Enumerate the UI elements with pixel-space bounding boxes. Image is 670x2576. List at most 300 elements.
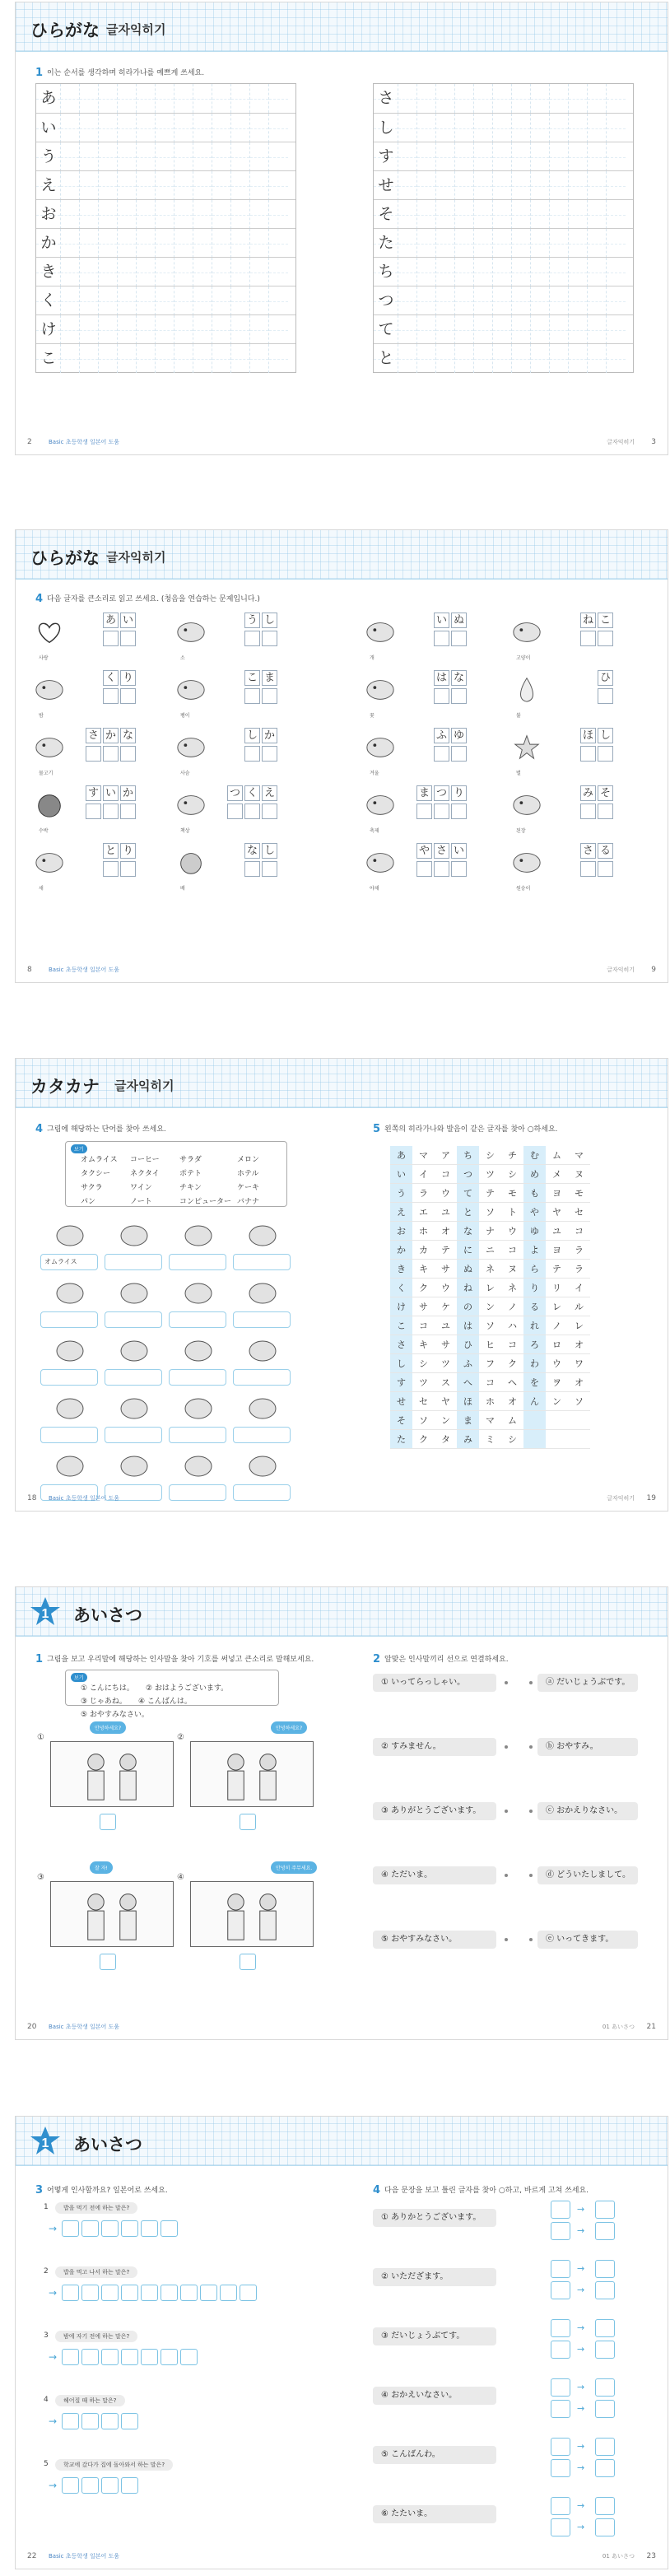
practice-cell[interactable] bbox=[231, 171, 250, 200]
connect-dot[interactable] bbox=[529, 1938, 533, 1941]
corrected-char-box[interactable] bbox=[595, 2378, 615, 2397]
connect-dot[interactable] bbox=[529, 1681, 533, 1684]
katakana-option[interactable]: シ bbox=[412, 1354, 435, 1373]
katakana-option[interactable]: レ bbox=[479, 1279, 501, 1297]
answer-box[interactable] bbox=[434, 688, 449, 704]
answer-box[interactable] bbox=[105, 1427, 162, 1443]
wrong-char-box[interactable] bbox=[551, 2341, 570, 2359]
answer-box[interactable] bbox=[141, 2285, 158, 2301]
practice-cell[interactable] bbox=[417, 171, 436, 200]
practice-cell[interactable] bbox=[607, 286, 626, 315]
practice-cell[interactable] bbox=[118, 171, 137, 200]
practice-cell[interactable] bbox=[569, 344, 588, 373]
katakana-option[interactable]: ホ bbox=[412, 1222, 435, 1241]
practice-cell[interactable] bbox=[137, 286, 156, 315]
katakana-option[interactable]: コ bbox=[479, 1373, 501, 1392]
practice-cell[interactable] bbox=[156, 200, 174, 229]
katakana-option[interactable]: ヘ bbox=[501, 1373, 523, 1392]
practice-cell[interactable] bbox=[569, 142, 588, 171]
wrong-char-box[interactable] bbox=[551, 2459, 570, 2477]
answer-box[interactable] bbox=[105, 1369, 162, 1386]
practice-cell[interactable] bbox=[417, 229, 436, 258]
corrected-char-box[interactable] bbox=[595, 2260, 615, 2278]
practice-cell[interactable] bbox=[512, 114, 531, 142]
practice-cell[interactable] bbox=[569, 84, 588, 113]
katakana-option[interactable]: サ bbox=[435, 1335, 457, 1354]
katakana-option[interactable]: ソ bbox=[412, 1411, 435, 1430]
answer-box[interactable] bbox=[62, 2477, 79, 2494]
practice-cell[interactable] bbox=[550, 84, 569, 113]
practice-cell[interactable] bbox=[588, 315, 607, 344]
practice-cell[interactable] bbox=[250, 315, 269, 344]
answer-box[interactable] bbox=[62, 2349, 79, 2365]
practice-cell[interactable] bbox=[156, 171, 174, 200]
wrong-char-box[interactable] bbox=[551, 2400, 570, 2418]
katakana-option[interactable]: ム bbox=[546, 1146, 568, 1165]
practice-cell[interactable] bbox=[193, 229, 212, 258]
practice-cell[interactable] bbox=[512, 84, 531, 113]
answer-box[interactable] bbox=[161, 2349, 178, 2365]
katakana-option[interactable]: メ bbox=[546, 1165, 568, 1184]
practice-cell[interactable] bbox=[531, 142, 550, 171]
katakana-option[interactable]: イ bbox=[412, 1165, 435, 1184]
incorrect-sentence[interactable]: ⑤ こんばんわ。 bbox=[373, 2446, 496, 2464]
answer-box[interactable] bbox=[101, 2349, 119, 2365]
practice-cell[interactable] bbox=[137, 142, 156, 171]
answer-box[interactable] bbox=[451, 804, 467, 819]
answer-box[interactable] bbox=[141, 2349, 158, 2365]
answer-box[interactable] bbox=[180, 2349, 198, 2365]
katakana-option[interactable]: ヒ bbox=[479, 1335, 501, 1354]
wrong-char-box[interactable] bbox=[551, 2281, 570, 2299]
katakana-option[interactable]: カ bbox=[412, 1241, 435, 1260]
practice-cell[interactable] bbox=[550, 171, 569, 200]
katakana-option[interactable]: ソ bbox=[568, 1392, 590, 1411]
practice-cell[interactable] bbox=[250, 84, 269, 113]
greeting-left[interactable]: ④ ただいま。 bbox=[373, 1866, 496, 1884]
answer-box[interactable] bbox=[434, 804, 449, 819]
corrected-char-box[interactable] bbox=[595, 2438, 615, 2456]
practice-cell[interactable] bbox=[61, 200, 80, 229]
practice-cell[interactable] bbox=[569, 171, 588, 200]
answer-box[interactable] bbox=[81, 2220, 99, 2237]
practice-cell[interactable] bbox=[61, 229, 80, 258]
answer-box[interactable] bbox=[220, 2285, 237, 2301]
practice-cell[interactable] bbox=[231, 200, 250, 229]
answer-box[interactable] bbox=[580, 631, 596, 646]
wrong-char-box[interactable] bbox=[551, 2319, 570, 2337]
practice-cell[interactable] bbox=[61, 286, 80, 315]
corrected-char-box[interactable] bbox=[595, 2319, 615, 2337]
practice-cell[interactable] bbox=[269, 142, 288, 171]
practice-cell[interactable] bbox=[99, 114, 118, 142]
katakana-option[interactable]: セ bbox=[568, 1203, 590, 1222]
katakana-option[interactable]: オ bbox=[501, 1392, 523, 1411]
practice-cell[interactable] bbox=[607, 114, 626, 142]
practice-cell[interactable] bbox=[118, 344, 137, 373]
practice-cell[interactable] bbox=[531, 286, 550, 315]
answer-box[interactable] bbox=[161, 2220, 178, 2237]
answer-box[interactable] bbox=[141, 2220, 158, 2237]
greeting-left[interactable]: ⑤ おやすみなさい。 bbox=[373, 1931, 496, 1949]
practice-cell[interactable] bbox=[398, 200, 417, 229]
practice-cell[interactable] bbox=[80, 315, 99, 344]
practice-cell[interactable] bbox=[493, 171, 512, 200]
practice-cell[interactable] bbox=[512, 258, 531, 286]
practice-cell[interactable] bbox=[269, 171, 288, 200]
practice-cell[interactable] bbox=[174, 114, 193, 142]
practice-cell[interactable] bbox=[398, 315, 417, 344]
answer-box[interactable] bbox=[100, 1954, 116, 1970]
answer-box[interactable] bbox=[244, 804, 260, 819]
practice-cell[interactable] bbox=[455, 171, 474, 200]
practice-cell[interactable] bbox=[61, 142, 80, 171]
katakana-option[interactable]: レ bbox=[568, 1316, 590, 1335]
practice-cell[interactable] bbox=[156, 286, 174, 315]
practice-cell[interactable] bbox=[250, 229, 269, 258]
answer-box[interactable] bbox=[244, 688, 260, 704]
practice-cell[interactable] bbox=[250, 344, 269, 373]
practice-cell[interactable] bbox=[417, 84, 436, 113]
answer-box[interactable] bbox=[580, 746, 596, 762]
practice-cell[interactable] bbox=[455, 344, 474, 373]
practice-cell[interactable] bbox=[512, 200, 531, 229]
answer-box[interactable] bbox=[121, 2349, 138, 2365]
writing-grid-right[interactable] bbox=[373, 83, 634, 373]
practice-cell[interactable] bbox=[398, 142, 417, 171]
connect-dot[interactable] bbox=[529, 1745, 533, 1749]
practice-cell[interactable] bbox=[174, 315, 193, 344]
practice-cell[interactable] bbox=[118, 286, 137, 315]
practice-cell[interactable] bbox=[118, 315, 137, 344]
answer-box[interactable] bbox=[169, 1254, 226, 1270]
katakana-option[interactable]: ヨ bbox=[546, 1241, 568, 1260]
answer-box[interactable] bbox=[244, 861, 260, 877]
answer-box[interactable] bbox=[262, 746, 277, 762]
practice-cell[interactable] bbox=[474, 229, 493, 258]
practice-cell[interactable] bbox=[455, 84, 474, 113]
answer-box[interactable] bbox=[101, 2413, 119, 2429]
practice-cell[interactable] bbox=[474, 142, 493, 171]
practice-cell[interactable] bbox=[569, 315, 588, 344]
practice-cell[interactable] bbox=[137, 171, 156, 200]
practice-cell[interactable] bbox=[607, 84, 626, 113]
answer-box[interactable] bbox=[120, 804, 136, 819]
practice-cell[interactable] bbox=[269, 200, 288, 229]
practice-cell[interactable] bbox=[174, 142, 193, 171]
answer-box[interactable] bbox=[598, 804, 613, 819]
answer-box[interactable] bbox=[580, 861, 596, 877]
practice-cell[interactable] bbox=[250, 200, 269, 229]
practice-cell[interactable] bbox=[212, 84, 231, 113]
answer-box[interactable] bbox=[62, 2285, 79, 2301]
practice-cell[interactable] bbox=[417, 344, 436, 373]
practice-cell[interactable] bbox=[174, 229, 193, 258]
practice-cell[interactable] bbox=[118, 229, 137, 258]
practice-cell[interactable] bbox=[137, 200, 156, 229]
practice-cell[interactable] bbox=[212, 286, 231, 315]
katakana-option[interactable]: ヤ bbox=[546, 1203, 568, 1222]
practice-cell[interactable] bbox=[493, 315, 512, 344]
practice-cell[interactable] bbox=[231, 344, 250, 373]
katakana-option[interactable]: セ bbox=[412, 1392, 435, 1411]
katakana-option[interactable]: コ bbox=[412, 1316, 435, 1335]
practice-cell[interactable] bbox=[61, 171, 80, 200]
practice-cell[interactable] bbox=[231, 114, 250, 142]
answer-box[interactable] bbox=[101, 2285, 119, 2301]
practice-cell[interactable] bbox=[455, 200, 474, 229]
practice-cell[interactable] bbox=[588, 142, 607, 171]
greeting-right[interactable]: ⓑ おやすみ。 bbox=[537, 1738, 638, 1756]
katakana-option[interactable]: モ bbox=[501, 1184, 523, 1203]
practice-cell[interactable] bbox=[156, 229, 174, 258]
practice-cell[interactable] bbox=[193, 315, 212, 344]
katakana-option[interactable]: マ bbox=[568, 1146, 590, 1165]
practice-cell[interactable] bbox=[398, 114, 417, 142]
katakana-option[interactable] bbox=[546, 1411, 568, 1430]
practice-cell[interactable] bbox=[417, 258, 436, 286]
practice-cell[interactable] bbox=[531, 114, 550, 142]
connect-dot[interactable] bbox=[505, 1810, 508, 1813]
practice-cell[interactable] bbox=[436, 84, 455, 113]
practice-cell[interactable] bbox=[212, 200, 231, 229]
practice-cell[interactable] bbox=[398, 84, 417, 113]
katakana-option[interactable]: ソ bbox=[479, 1316, 501, 1335]
wrong-char-box[interactable] bbox=[551, 2260, 570, 2278]
practice-cell[interactable] bbox=[99, 286, 118, 315]
practice-cell[interactable] bbox=[436, 286, 455, 315]
practice-cell[interactable] bbox=[607, 229, 626, 258]
practice-cell[interactable] bbox=[156, 142, 174, 171]
practice-cell[interactable] bbox=[212, 229, 231, 258]
practice-cell[interactable] bbox=[588, 114, 607, 142]
answer-box[interactable] bbox=[180, 2285, 198, 2301]
wrong-char-box[interactable] bbox=[551, 2378, 570, 2397]
answer-box[interactable] bbox=[120, 746, 136, 762]
corrected-char-box[interactable] bbox=[595, 2341, 615, 2359]
katakana-option[interactable]: ユ bbox=[435, 1316, 457, 1335]
answer-box[interactable] bbox=[103, 804, 119, 819]
answer-box[interactable] bbox=[81, 2349, 99, 2365]
katakana-option[interactable] bbox=[568, 1411, 590, 1430]
practice-cell[interactable] bbox=[118, 84, 137, 113]
katakana-option[interactable]: ウ bbox=[501, 1222, 523, 1241]
answer-box[interactable] bbox=[105, 1311, 162, 1328]
practice-cell[interactable] bbox=[493, 229, 512, 258]
practice-cell[interactable] bbox=[250, 142, 269, 171]
katakana-option[interactable]: ナ bbox=[479, 1222, 501, 1241]
answer-box[interactable] bbox=[244, 746, 260, 762]
practice-cell[interactable] bbox=[550, 142, 569, 171]
wrong-char-box[interactable] bbox=[551, 2497, 570, 2515]
practice-cell[interactable] bbox=[269, 286, 288, 315]
answer-box[interactable] bbox=[169, 1369, 226, 1386]
practice-cell[interactable] bbox=[531, 171, 550, 200]
corrected-char-box[interactable] bbox=[595, 2459, 615, 2477]
practice-cell[interactable] bbox=[588, 200, 607, 229]
practice-cell[interactable] bbox=[569, 114, 588, 142]
practice-cell[interactable] bbox=[99, 200, 118, 229]
practice-cell[interactable] bbox=[474, 114, 493, 142]
practice-cell[interactable] bbox=[398, 171, 417, 200]
practice-cell[interactable] bbox=[231, 286, 250, 315]
practice-cell[interactable] bbox=[550, 315, 569, 344]
katakana-option[interactable]: ヌ bbox=[568, 1165, 590, 1184]
answer-box[interactable] bbox=[240, 2285, 257, 2301]
incorrect-sentence[interactable]: ② いただざます。 bbox=[373, 2268, 496, 2286]
practice-cell[interactable] bbox=[269, 344, 288, 373]
practice-cell[interactable] bbox=[474, 286, 493, 315]
practice-cell[interactable] bbox=[80, 229, 99, 258]
practice-cell[interactable] bbox=[231, 258, 250, 286]
answer-box[interactable] bbox=[103, 746, 119, 762]
practice-cell[interactable] bbox=[417, 286, 436, 315]
practice-cell[interactable] bbox=[137, 344, 156, 373]
answer-box[interactable] bbox=[105, 1254, 162, 1270]
answer-box[interactable] bbox=[100, 1814, 116, 1830]
practice-cell[interactable] bbox=[174, 200, 193, 229]
practice-cell[interactable] bbox=[118, 200, 137, 229]
practice-cell[interactable] bbox=[99, 344, 118, 373]
practice-cell[interactable] bbox=[174, 258, 193, 286]
katakana-option[interactable]: ク bbox=[501, 1354, 523, 1373]
answer-box[interactable] bbox=[240, 1814, 256, 1830]
practice-cell[interactable] bbox=[493, 142, 512, 171]
practice-cell[interactable] bbox=[118, 258, 137, 286]
practice-cell[interactable] bbox=[156, 344, 174, 373]
practice-cell[interactable] bbox=[455, 258, 474, 286]
katakana-option[interactable]: ト bbox=[501, 1203, 523, 1222]
answer-box[interactable] bbox=[81, 2285, 99, 2301]
answer-box[interactable] bbox=[120, 861, 136, 877]
katakana-option[interactable]: ン bbox=[479, 1297, 501, 1316]
katakana-option[interactable]: ン bbox=[435, 1411, 457, 1430]
practice-cell[interactable] bbox=[474, 171, 493, 200]
practice-cell[interactable] bbox=[588, 344, 607, 373]
katakana-option[interactable]: ラ bbox=[568, 1260, 590, 1279]
answer-box[interactable] bbox=[120, 631, 136, 646]
practice-cell[interactable] bbox=[193, 286, 212, 315]
practice-cell[interactable] bbox=[212, 114, 231, 142]
katakana-option[interactable]: ツ bbox=[435, 1354, 457, 1373]
practice-cell[interactable] bbox=[474, 344, 493, 373]
practice-cell[interactable] bbox=[569, 229, 588, 258]
corrected-char-box[interactable] bbox=[595, 2400, 615, 2418]
answer-box[interactable] bbox=[169, 1311, 226, 1328]
practice-cell[interactable] bbox=[588, 286, 607, 315]
practice-cell[interactable] bbox=[531, 84, 550, 113]
katakana-option[interactable]: レ bbox=[546, 1297, 568, 1316]
greeting-left[interactable]: ② すみません。 bbox=[373, 1738, 496, 1756]
practice-cell[interactable] bbox=[531, 344, 550, 373]
practice-cell[interactable] bbox=[231, 315, 250, 344]
practice-cell[interactable] bbox=[212, 344, 231, 373]
answer-box[interactable] bbox=[598, 746, 613, 762]
answer-box[interactable] bbox=[244, 631, 260, 646]
katakana-option[interactable]: ユ bbox=[435, 1203, 457, 1222]
answer-box[interactable] bbox=[103, 861, 119, 877]
practice-cell[interactable] bbox=[550, 229, 569, 258]
answer-box[interactable] bbox=[262, 631, 277, 646]
practice-cell[interactable] bbox=[550, 114, 569, 142]
practice-cell[interactable] bbox=[436, 114, 455, 142]
practice-cell[interactable] bbox=[607, 315, 626, 344]
practice-cell[interactable] bbox=[212, 142, 231, 171]
practice-cell[interactable] bbox=[436, 258, 455, 286]
practice-cell[interactable] bbox=[212, 171, 231, 200]
katakana-option[interactable]: チ bbox=[501, 1146, 523, 1165]
katakana-option[interactable]: シ bbox=[501, 1165, 523, 1184]
answer-box[interactable] bbox=[40, 1427, 98, 1443]
answer-box[interactable] bbox=[121, 2285, 138, 2301]
practice-cell[interactable] bbox=[474, 84, 493, 113]
wrong-char-box[interactable] bbox=[551, 2438, 570, 2456]
answer-box[interactable] bbox=[103, 688, 119, 704]
practice-cell[interactable] bbox=[269, 258, 288, 286]
katakana-option[interactable]: シ bbox=[501, 1430, 523, 1449]
katakana-option[interactable]: ユ bbox=[546, 1222, 568, 1241]
practice-cell[interactable] bbox=[455, 286, 474, 315]
katakana-option[interactable]: ケ bbox=[435, 1297, 457, 1316]
practice-cell[interactable] bbox=[512, 171, 531, 200]
practice-cell[interactable] bbox=[398, 344, 417, 373]
practice-cell[interactable] bbox=[80, 344, 99, 373]
practice-cell[interactable] bbox=[80, 84, 99, 113]
katakana-option[interactable]: ア bbox=[435, 1146, 457, 1165]
practice-cell[interactable] bbox=[99, 142, 118, 171]
practice-cell[interactable] bbox=[436, 142, 455, 171]
katakana-option[interactable]: ソ bbox=[479, 1203, 501, 1222]
answer-box[interactable] bbox=[451, 631, 467, 646]
practice-cell[interactable] bbox=[193, 258, 212, 286]
practice-cell[interactable] bbox=[512, 344, 531, 373]
answer-box[interactable] bbox=[169, 1484, 226, 1501]
practice-cell[interactable] bbox=[417, 200, 436, 229]
practice-cell[interactable] bbox=[398, 286, 417, 315]
katakana-option[interactable]: ロ bbox=[546, 1335, 568, 1354]
practice-cell[interactable] bbox=[436, 171, 455, 200]
practice-cell[interactable] bbox=[512, 286, 531, 315]
incorrect-sentence[interactable]: ③ だいじょうぶてす。 bbox=[373, 2327, 496, 2345]
practice-cell[interactable] bbox=[455, 315, 474, 344]
answer-box[interactable] bbox=[200, 2285, 217, 2301]
katakana-option[interactable]: マ bbox=[479, 1411, 501, 1430]
answer-box[interactable] bbox=[40, 1254, 98, 1270]
answer-box[interactable] bbox=[101, 2477, 119, 2494]
practice-cell[interactable] bbox=[250, 114, 269, 142]
katakana-option[interactable]: ツ bbox=[479, 1165, 501, 1184]
katakana-option[interactable]: ネ bbox=[479, 1260, 501, 1279]
practice-cell[interactable] bbox=[398, 258, 417, 286]
katakana-option[interactable]: ヨ bbox=[546, 1184, 568, 1203]
practice-cell[interactable] bbox=[269, 229, 288, 258]
katakana-option[interactable]: シ bbox=[479, 1146, 501, 1165]
wrong-char-box[interactable] bbox=[551, 2222, 570, 2240]
practice-cell[interactable] bbox=[493, 344, 512, 373]
katakana-option[interactable]: モ bbox=[568, 1184, 590, 1203]
katakana-option[interactable]: ン bbox=[546, 1392, 568, 1411]
greeting-right[interactable]: ⓒ おかえりなさい。 bbox=[537, 1802, 638, 1820]
practice-cell[interactable] bbox=[193, 344, 212, 373]
practice-cell[interactable] bbox=[512, 315, 531, 344]
katakana-option[interactable]: ク bbox=[412, 1279, 435, 1297]
katakana-option[interactable]: タ bbox=[435, 1430, 457, 1449]
practice-cell[interactable] bbox=[531, 200, 550, 229]
katakana-option[interactable]: オ bbox=[568, 1335, 590, 1354]
wrong-char-box[interactable] bbox=[551, 2518, 570, 2536]
answer-box[interactable] bbox=[434, 631, 449, 646]
practice-cell[interactable] bbox=[607, 258, 626, 286]
